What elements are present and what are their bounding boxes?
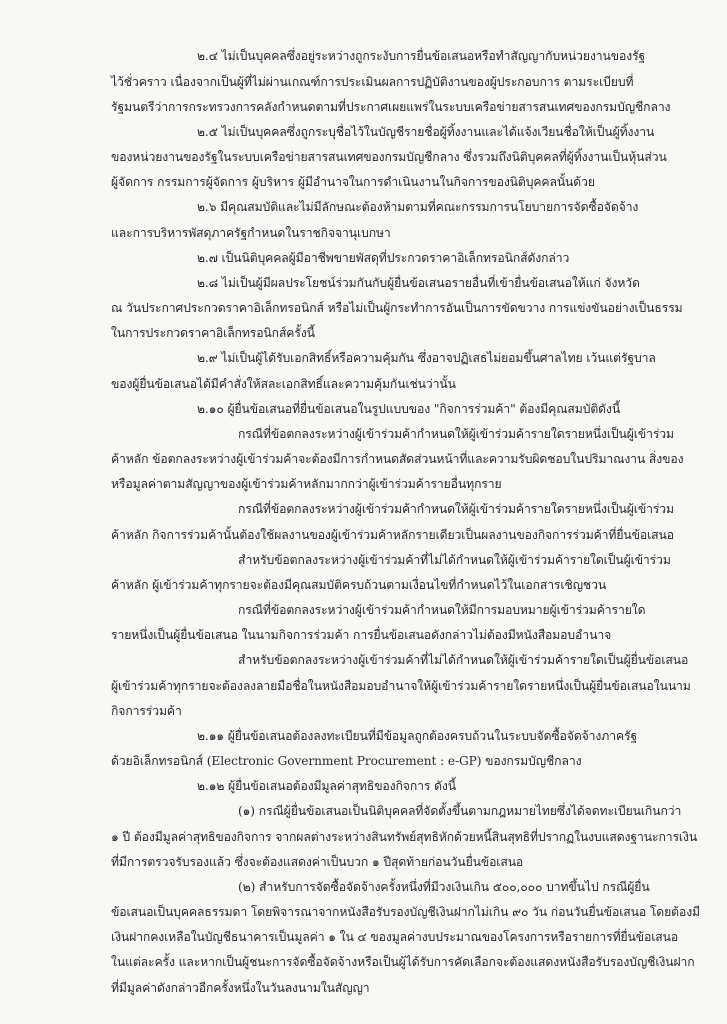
- text-line: ณ วันประกาศประกวดราคาอิเล็กทรอนิกส์ หรือไม่เป็นผู้กระทำการอันเป็นการขัดขวาง การแข่งขันอย่างเป็นธรรม: [111, 301, 683, 315]
- text-line: ค้าหลัก ผู้เข้าร่วมค้าทุกรายจะต้องมีคุณสมบัติครบถ้วนตามเงื่อนไขที่กำหนดไว้ในเอกสารเชิญชวน: [111, 578, 607, 592]
- text-line: ด้วยอิเล็กทรอนิกส์ (Electronic Government Procurement : e-GP) ของกรมบัญชีกลาง: [111, 754, 582, 768]
- text-line: ไว้ชั่วคราว เนื่องจากเป็นผู้ที่ไม่ผ่านเกณฑ์การประเมินผลการปฏิบัติงานของผู้ประกอบการ ตามระเบียบที่: [111, 75, 634, 89]
- text-line: ๒.๖ มีคุณสมบัติและไม่มีลักษณะต้องห้ามตามที่คณะกรรมการนโยบายการจัดซื้อจัดจ้าง: [197, 200, 639, 214]
- text-line: ของผู้ยื่นข้อเสนอได้มีคำสั่งให้สละเอกสิทธิ์และความคุ้มกันเช่นว่านั้น: [111, 377, 456, 391]
- text-line: รายหนึ่งเป็นผู้ยื่นข้อเสนอ ในนามกิจการร่วมค้า การยื่นข้อเสนอดังกล่าวไม่ต้องมีหนังสือมอบอำนาจ: [111, 628, 612, 642]
- text-line: กรณีที่ข้อตกลงระหว่างผู้เข้าร่วมค้ากำหนดให้ผู้เข้าร่วมค้ารายใดรายหนึ่งเป็นผู้เข้าร่วม: [238, 502, 674, 516]
- text-line: กรณีที่ข้อตกลงระหว่างผู้เข้าร่วมค้ากำหนดให้ผู้เข้าร่วมค้ารายใดรายหนึ่งเป็นผู้เข้าร่วม: [238, 427, 674, 441]
- text-line: ๒.๑๑ ผู้ยื่นข้อเสนอต้องลงทะเบียนที่มีข้อมูลถูกต้องครบถ้วนในระบบจัดซื้อจัดจ้างภาครัฐ: [197, 729, 638, 743]
- text-line: (๒) สำหรับการจัดซื้อจัดจ้างครั้งหนึ่งที่มีวงเงินเกิน ๕๐๐,๐๐๐ บาทขึ้นไป กรณีผู้ยื่น: [238, 880, 650, 894]
- text-line: ๒.๗ เป็นนิติบุคคลผู้มีอาชีพขายพัสดุที่ประกวดราคาอิเล็กทรอนิกส์ดังกล่าว: [197, 251, 570, 265]
- text-line: ผู้เข้าร่วมค้าทุกรายจะต้องลงลายมือชื่อในหนังสือมอบอำนาจให้ผู้เข้าร่วมค้ารายใดรายหนึ่งเป็นผู้ยื่นข้อเสนอในนาม: [111, 679, 691, 693]
- text-line: กรณีที่ข้อตกลงระหว่างผู้เข้าร่วมค้ากำหนดให้มีการมอบหมายผู้เข้าร่วมค้ารายใด: [238, 603, 646, 617]
- text-line: เงินฝากคงเหลือในบัญชีธนาคารเป็นมูลค่า ๑ ใน ๔ ของมูลค่างบประมาณของโครงการหรือรายการที่ยื่นข้อเสนอ: [111, 930, 679, 944]
- text-line: ๒.๑๐ ผู้ยื่นข้อเสนอที่ยื่นข้อเสนอในรูปแบบของ "กิจการร่วมค้า" ต้องมีคุณสมบัติดังนี้: [197, 402, 621, 416]
- text-line: สำหรับข้อตกลงระหว่างผู้เข้าร่วมค้าที่ไม่ได้กำหนดให้ผู้เข้าร่วมค้ารายใดเป็นผู้เข้าร่วม: [238, 553, 671, 567]
- text-line: ในการประกวดราคาอิเล็กทรอนิกส์ครั้งนี้: [111, 326, 315, 340]
- text-line: ในแต่ละครั้ง และหากเป็นผู้ชนะการจัดซื้อจัดจ้างหรือเป็นผู้ได้รับการคัดเลือกจะต้องแสดงหนังสือรับรองบัญชีเงินฝาก: [111, 955, 695, 969]
- text-line: หรือมูลค่าตามสัญญาของผู้เข้าร่วมค้าหลักมากกว่าผู้เข้าร่วมค้ารายอื่นทุกราย: [111, 477, 502, 491]
- text-line: ๒.๔ ไม่เป็นบุคคลซึ่งอยู่ระหว่างถูกระงับการยื่นข้อเสนอหรือทำสัญญากับหน่วยงานของรัฐ: [197, 49, 646, 63]
- text-line: ผู้จัดการ กรรมการผู้จัดการ ผู้บริหาร ผู้มีอำนาจในการดำเนินงานในกิจการของนิติบุคคลนั้นด้วย: [111, 175, 595, 189]
- text-line: ข้อเสนอเป็นบุคคลธรรมดา โดยพิจารณาจากหนังสือรับรองบัญชีเงินฝากไม่เกิน ๙๐ วัน ก่อนวันยื่นข้อเสนอ โดยต้องมี: [111, 905, 700, 919]
- text-line: ๑ ปี ต้องมีมูลค่าสุทธิของกิจการ จากผลต่างระหว่างสินทรัพย์สุทธิหักด้วยหนี้สินสุทธิที่ปรากฏในงบแสดงฐานะการเงิน: [111, 830, 698, 844]
- text-line: ๒.๘ ไม่เป็นผู้มีผลประโยชน์ร่วมกันกับผู้ยื่นข้อเสนอรายอื่นที่เข้ายื่นข้อเสนอให้แก่ จังหวัด: [197, 276, 640, 290]
- text-line: รัฐมนตรีว่าการกระทรวงการคลังกำหนดตามที่ประกาศเผยแพร่ในระบบเครือข่ายสารสนเทศของกรมบัญชีกลาง: [111, 100, 671, 114]
- text-line: ๒.๑๒ ผู้ยื่นข้อเสนอต้องมีมูลค่าสุทธิของกิจการ ดังนี้: [197, 779, 456, 793]
- text-line: ที่มีมูลค่าดังกล่าวอีกครั้งหนึ่งในวันลงนามในสัญญา: [111, 981, 370, 995]
- text-line: ที่มีการตรวจรับรองแล้ว ซึ่งจะต้องแสดงค่าเป็นบวก ๑ ปีสุดท้ายก่อนวันยื่นข้อเสนอ: [111, 855, 524, 869]
- text-line: ค้าหลัก กิจการร่วมค้านั้นต้องใช้ผลงานของผู้เข้าร่วมค้าหลักรายเดียวเป็นผลงานของกิจการร่วมค้าที่ยื่นข้อเสนอ: [111, 528, 674, 542]
- text-line: ค้าหลัก ข้อตกลงระหว่างผู้เข้าร่วมค้าจะต้องมีการกำหนดสัดส่วนหน้าที่และความรับผิดชอบในปริมาณงาน สิ่งของ: [111, 452, 684, 466]
- text-line: ๒.๙ ไม่เป็นผู้ได้รับเอกสิทธิ์หรือความคุ้มกัน ซึ่งอาจปฏิเสธไม่ยอมขึ้นศาลไทย เว้นแต่รัฐบาล: [197, 351, 656, 365]
- text-line: (๑) กรณีผู้ยื่นข้อเสนอเป็นนิติบุคคลที่จัดตั้งขึ้นตามกฎหมายไทยซึ่งได้จดทะเบียนเกินกว่า: [238, 804, 682, 818]
- text-line: กิจการร่วมค้า: [111, 704, 182, 718]
- text-line: ของหน่วยงานของรัฐในระบบเครือข่ายสารสนเทศของกรมบัญชีกลาง ซึ่งรวมถึงนิติบุคคลที่ผู้ทิ้งงานเป็นหุ้นส่วน: [111, 150, 667, 164]
- text-line: ๒.๕ ไม่เป็นบุคคลซึ่งถูกระบุชื่อไว้ในบัญชีรายชื่อผู้ทิ้งงานและได้แจ้งเวียนชื่อให้เป็นผู้ทิ้งงาน: [197, 125, 655, 139]
- text-line: สำหรับข้อตกลงระหว่างผู้เข้าร่วมค้าที่ไม่ได้กำหนดให้ผู้เข้าร่วมค้ารายใดเป็นผู้ยื่นข้อเสนอ: [238, 653, 689, 667]
- text-line: และการบริหารพัสดุภาครัฐกำหนดในราชกิจจานุเบกษา: [111, 226, 391, 240]
